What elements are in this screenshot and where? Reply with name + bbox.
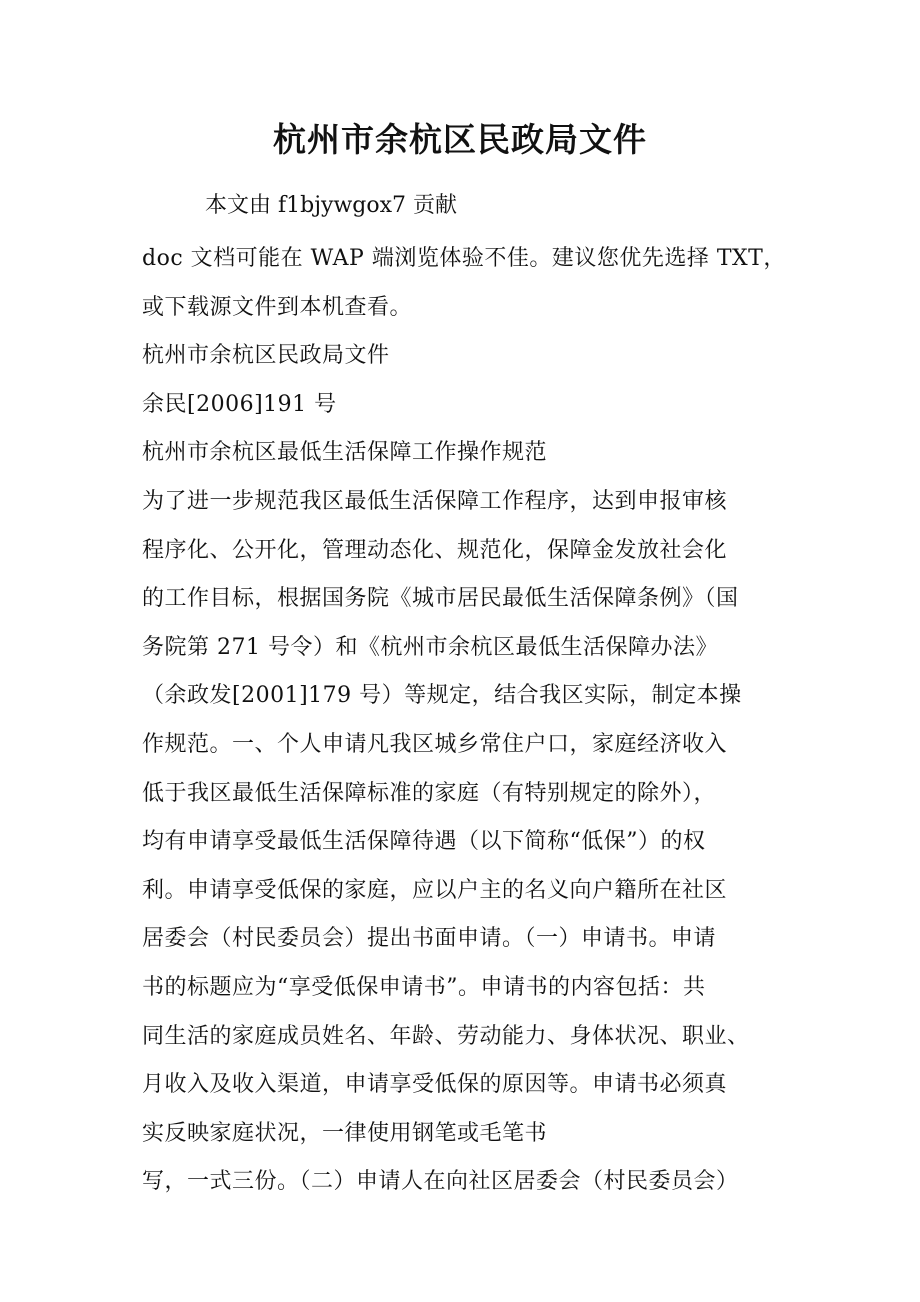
body-line: doc 文档可能在 WAP 端浏览体验不佳。建议您优先选择 TXT， bbox=[142, 246, 786, 271]
body-line: 月收入及收入渠道，申请享受低保的原因等。申请书必须真 bbox=[142, 1072, 728, 1098]
body-line: 杭州市余杭区最低生活保障工作操作规范 bbox=[142, 440, 548, 466]
body-line: 程序化、公开化，管理动态化、规范化，保障金发放社会化 bbox=[142, 537, 728, 563]
document-title: 杭州市余杭区民政局文件 bbox=[273, 120, 647, 159]
body-line: 写，一式三份。（二）申请人在向社区居委会（村民委员会） bbox=[142, 1169, 739, 1195]
body-line: 的工作目标，根据国务院《城市居民最低生活保障条例》（国 bbox=[142, 586, 739, 612]
body-line: 余民[2006]191 号 bbox=[142, 391, 337, 417]
body-line: 作规范。一、个人申请凡我区城乡常住户口，家庭经济收入 bbox=[142, 731, 728, 757]
body-line: 实反映家庭状况，一律使用钢笔或毛笔书 bbox=[142, 1120, 548, 1146]
body-line: 书的标题应为“享受低保申请书”。申请书的内容包括：共 bbox=[142, 974, 706, 1000]
body-line: 务院第 271 号令）和《杭州市余杭区最低生活保障办法》 bbox=[142, 634, 718, 660]
body-line: 或下载源文件到本机查看。 bbox=[142, 294, 413, 320]
contributor-line: 本文由 f1bjywgox7 贡献 bbox=[205, 193, 458, 218]
body-line: 为了进一步规范我区最低生活保障工作程序，达到申报审核 bbox=[142, 488, 728, 514]
body-line: 利。申请享受低保的家庭，应以户主的名义向户籍所在社区 bbox=[142, 877, 728, 903]
body-line: 杭州市余杭区民政局文件 bbox=[142, 343, 390, 369]
body-line: 均有申请享受最低生活保障待遇（以下简称“低保”）的权 bbox=[142, 829, 706, 855]
body-line: 低于我区最低生活保障标准的家庭（有特别规定的除外）， bbox=[142, 780, 717, 806]
body-line: （余政发[2001]179 号）等规定，结合我区实际，制定本操 bbox=[142, 683, 742, 709]
body-line: 同生活的家庭成员姓名、年龄、劳动能力、身体状况、职业、 bbox=[142, 1023, 750, 1049]
document-body bbox=[142, 235, 787, 1207]
body-line: 居委会（村民委员会）提出书面申请。（一）申请书。申请 bbox=[142, 926, 717, 952]
